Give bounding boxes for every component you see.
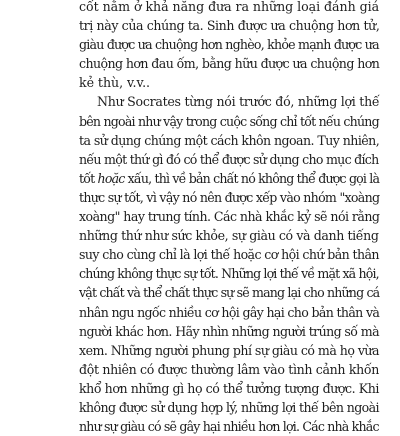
text-line: những thứ như sức khỏe, sự giàu có và danh tiếng bbox=[79, 228, 379, 244]
text-line-with-emphasis bbox=[79, 169, 379, 188]
body-text bbox=[79, 0, 379, 436]
text-line: giàu được ưa chuộng hơn nghèo, khỏe mạnh được ưa bbox=[79, 37, 379, 53]
text-line: như sự giàu có sẽ gây hại nhiều hơn lợi. Các nhà khắc bbox=[79, 419, 379, 435]
text-line: không được sử dụng hợp lý, những lợi thế bên ngoài bbox=[79, 399, 379, 415]
text-line: khổ hơn những gì họ có thể tưởng tượng được. Khi bbox=[79, 380, 379, 396]
text-line: chuộng hơn đau ốm, bằng hữu được ưa chuộng hơn bbox=[79, 56, 380, 72]
line-text-after: xấu, thì về bản chất nó không thể được gọi là bbox=[124, 170, 380, 186]
text-line: thực sự tốt, vì vậy nó nên được xếp vào nhóm "xoàng bbox=[79, 189, 380, 205]
text-line: ta sử dụng chúng một cách khôn ngoan. Tuy nhiên, bbox=[79, 132, 380, 148]
text-line: suy cho cùng chỉ là lợi thế hoặc cơ hội chứ bản thân bbox=[79, 247, 379, 263]
text-line: xoàng" hay trung tính. Các nhà khắc kỷ sẽ nói rằng bbox=[79, 209, 380, 225]
line-text-before: tốt bbox=[79, 170, 98, 186]
paragraph-start-line: Như Socrates từng nói trước đó, những lợi thế bbox=[97, 94, 380, 110]
text-line: nếu một thứ gì đó có thể được sử dụng cho mục đích bbox=[79, 151, 379, 167]
text-line: đột nhiên có được thường lâm vào tình cảnh khốn bbox=[79, 361, 380, 377]
text-line: bên ngoài như vậy trong cuộc sống chỉ tốt nếu chúng bbox=[79, 113, 379, 129]
text-line: vật chất và thể chất thực sự sẽ mang lại cho những cá bbox=[79, 285, 380, 301]
text-line: chúng không thực sự tốt. Những lợi thế về mặt xã hội, bbox=[79, 266, 379, 282]
text-line: kẻ thù, v.v.. bbox=[79, 75, 150, 91]
text-line: nhân ngu ngốc nhiều cơ hội gây hại cho bản thân và bbox=[79, 304, 380, 320]
text-line: người khác hơn. Hãy nhìn những người trúng số mà bbox=[79, 323, 379, 339]
text-line: cốt nằm ở khả năng đưa ra những loại đánh giá bbox=[79, 0, 380, 14]
emphasized-word: hoặc bbox=[97, 170, 125, 186]
text-line: trị này của chúng ta. Sinh được ưa chuộng hơn tử, bbox=[79, 18, 380, 34]
text-line: xem. Những người phung phí sự giàu có mà họ vừa bbox=[79, 342, 379, 358]
